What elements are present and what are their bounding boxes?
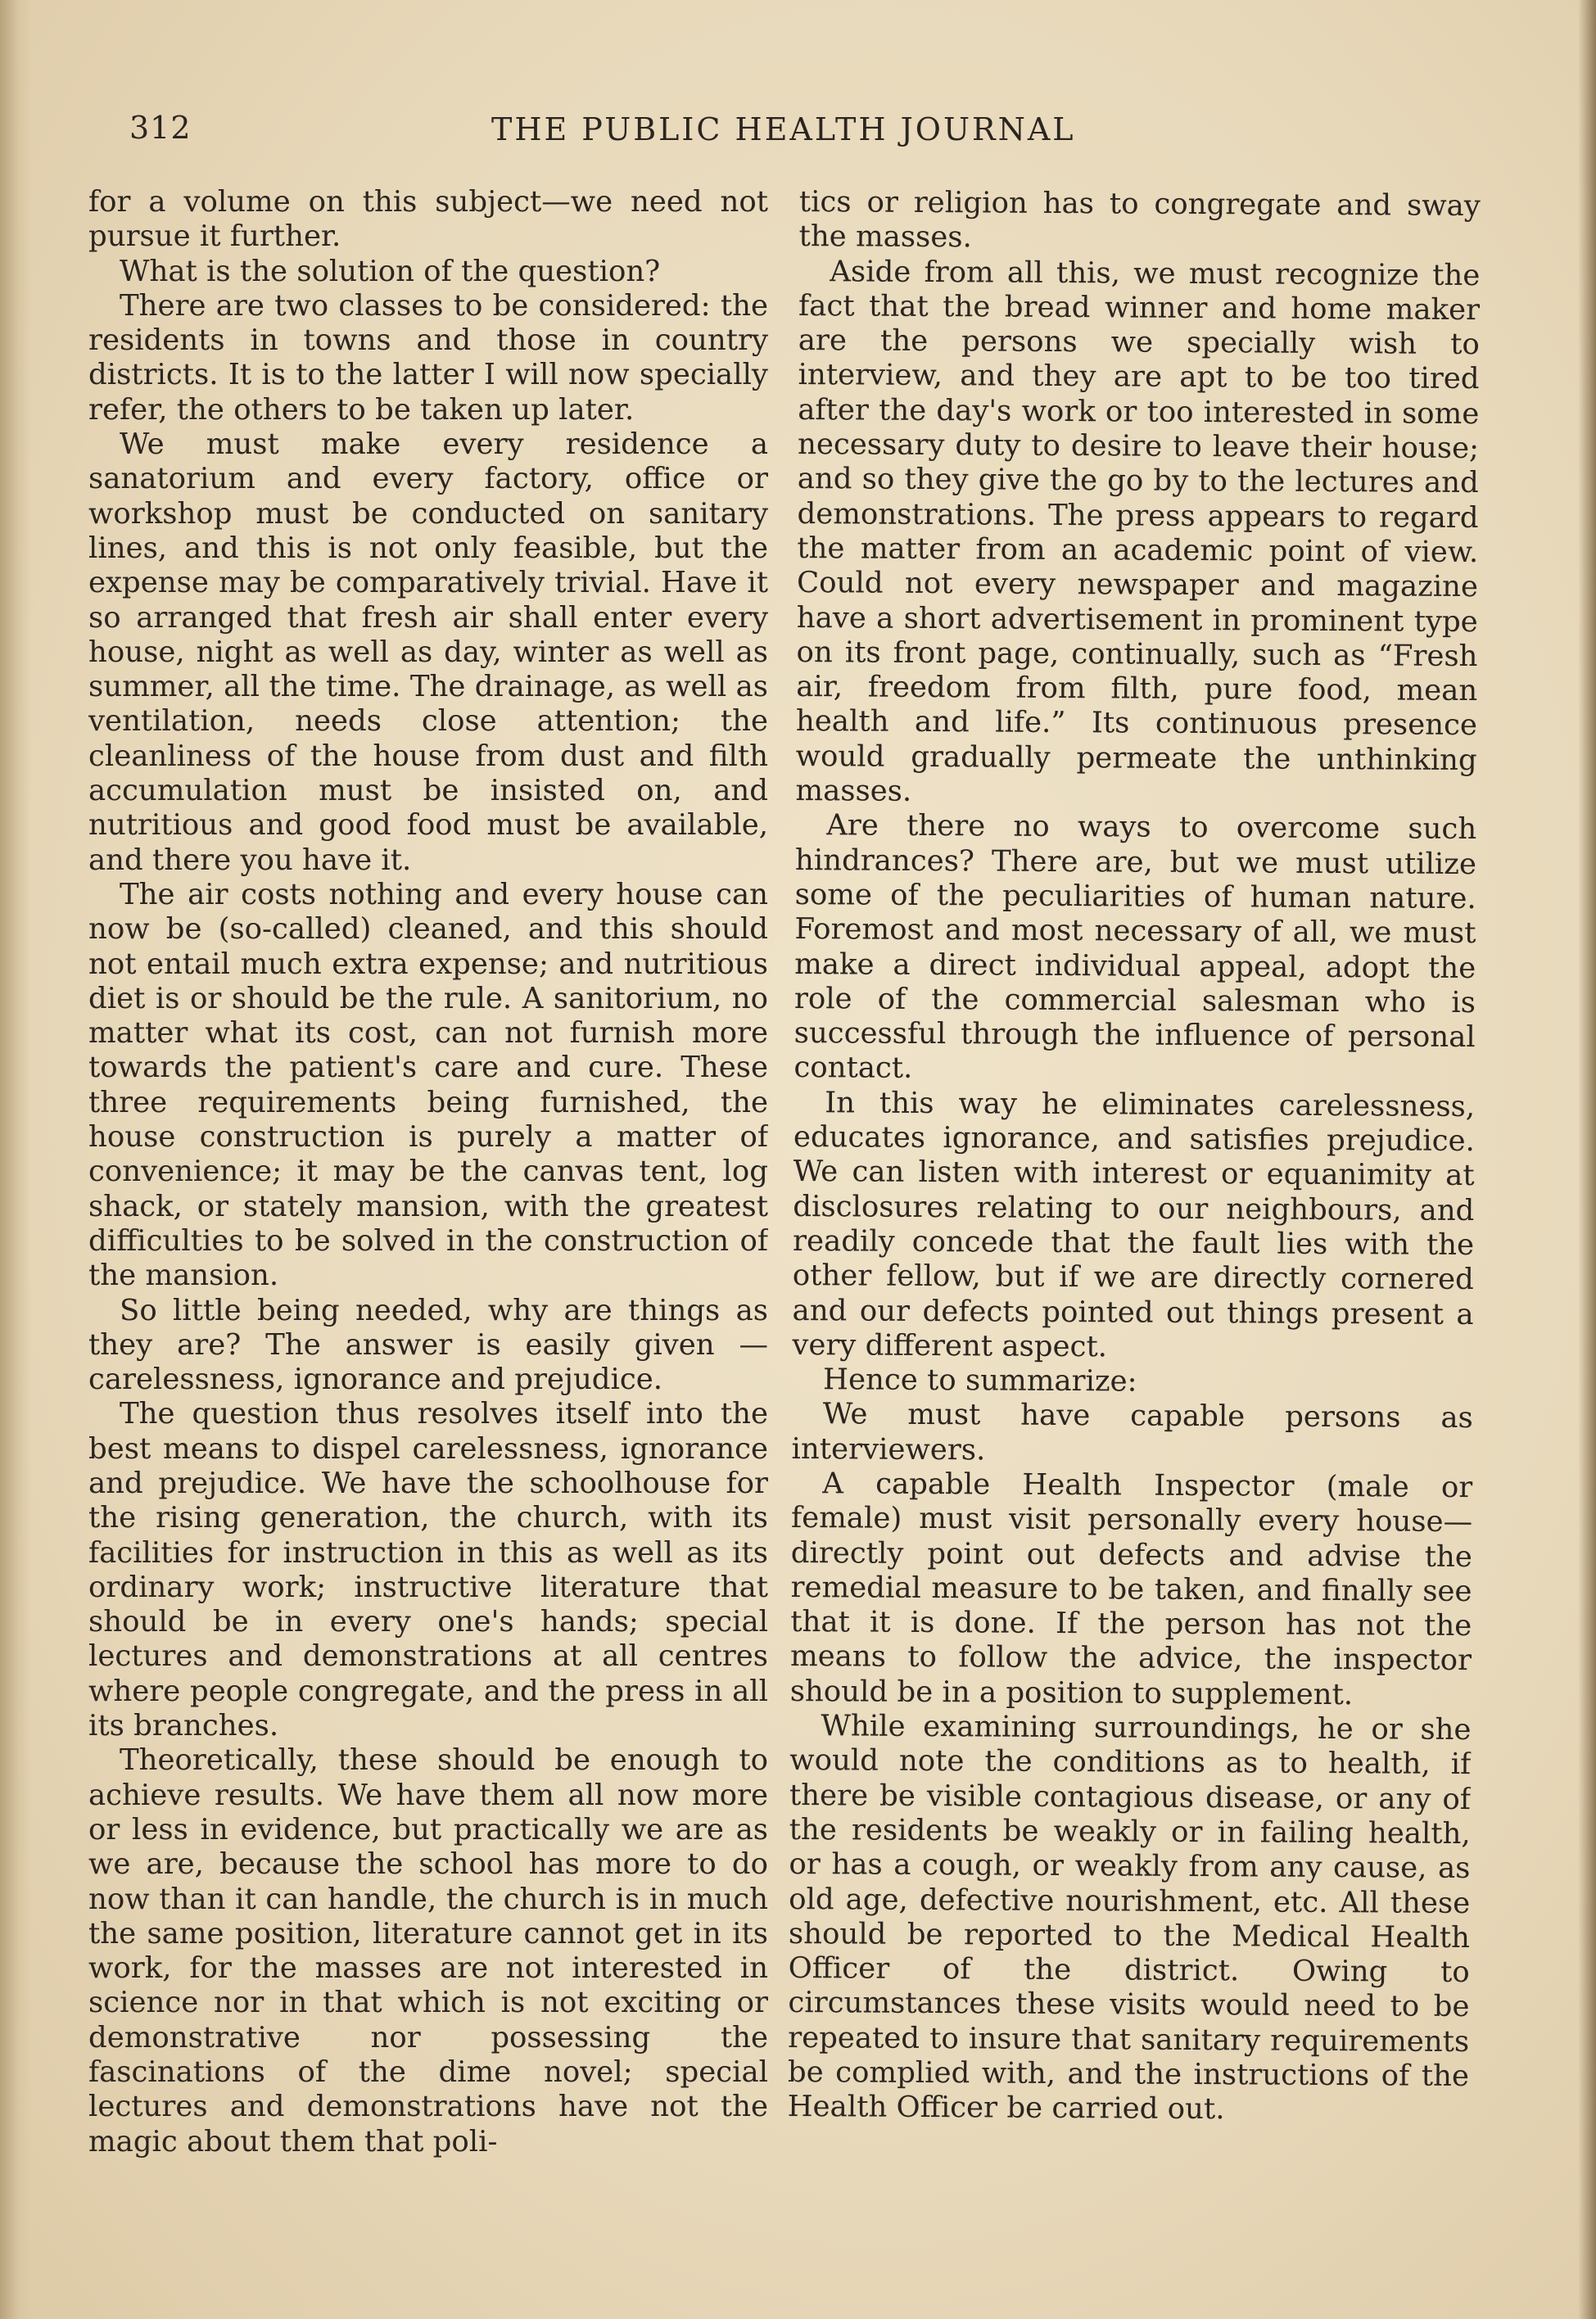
paragraph: Theoretically, these should be enough to achieve results. We have them all now more or less in evidence, but practically we are as we are, because the school has more to do now than it can handle, the church is in much the same position, literature cannot get in its work, for the masses are not interested in science nor in that which is not exciting or demonstrative nor possessing the fascinations of the dime novel; special lectures and demonstrations have not the magic about them that poli- [88, 1743, 768, 2159]
paragraph: We must make every residence a sanatorium and every factory, office or workshop must be conducted on sanitary lines, and this is not only feasible, but the expense may be comparatively trivial. Have it so arranged that fresh air shall enter every house, night as well as day, winter as well as summer, all the time. The drainage, as well as ventilation, needs close attention; the cleanliness of the house from dust and filth accumulation must be insisted on, and nutritious and good food must be available, and there you have it. [88, 427, 768, 877]
page-edge-shadow [1578, 0, 1596, 2319]
paragraph: The question thus resolves itself into the best means to dispel carelessness, ignorance and prejudice. We have the schoolhouse for the rising generation, the church, with its facilities for instruction in this as well as its ordinary work; instructive literature that should be in every one's hands; special lectures and demonstrations at all centres where people congregate, and the press in all its branches. [88, 1397, 768, 1743]
paragraph: What is the solution of the question? [120, 254, 661, 288]
paragraph: Are there no ways to overcome such hindrances? There are, but we must utilize some of the peculiarities of human nature. Foremost and most necessary of all, we must make a direct individual appeal, adopt the role of the commercial salesman who is successful through the influence of personal contact. [793, 808, 1477, 1086]
journal-title: THE PUBLIC HEALTH JOURNAL [491, 111, 1076, 147]
paragraph: We must have capable persons as interviewers. [791, 1397, 1473, 1467]
page-number: 312 [129, 110, 192, 146]
paragraph: tics or religion has to congregate and sway the masses. [798, 185, 1481, 255]
paragraph: So little being needed, why are things as they are? The answer is easily given —carelessness, ignorance and prejudice. [88, 1293, 768, 1397]
page-spine-shadow [0, 0, 31, 2319]
left-text-column [88, 185, 768, 2175]
paragraph: There are two classes to be considered: the residents in towns and those in country districts. It is to the latter I will now specially refer, the others to be taken up later. [88, 288, 768, 427]
paragraph: In this way he eliminates carelessness, educates ignorance, and satisfies prejudice. We can listen with interest or equanimity at disclosures relating to our neighbours, and readily concede that the fault lies with the other fellow, but if we are directly cornered and our defects pointed out things present a very different aspect. [792, 1085, 1476, 1364]
right-text-column [787, 185, 1481, 2179]
paragraph: Aside from all this, we must recognize the fact that the bread winner and home maker are the persons we specially wish to interview, and they are apt to be too tired after the day's work or too interested in some necessary duty to desire to leave their house; and so they give the go by to the lectures and demonstrations. The press appears to regard the matter from an academic point of view. Could not every newspaper and magazine have a short advertisement in prominent type on its front page, continually, such as “Fresh air, freedom from filth, pure food, mean health and life.” Its continuous presence would gradually permeate the unthinking masses. [795, 254, 1481, 808]
paragraph: for a volume on this subject—we need not pursue it further. [88, 185, 768, 254]
running-header [129, 106, 1112, 156]
paragraph: Hence to summarize: [822, 1363, 1137, 1399]
paragraph: The air costs nothing and every house can now be (so-called) cleaned, and this should not entail much extra expense; and nutritious diet is or should be the rule. A sanitorium, no matter what its cost, can not furnish more towards the patient's care and cure. These three requirements being furnished, the house construction is purely a matter of convenience; it may be the canvas tent, log shack, or stately mansion, with the greatest difficulties to be solved in the construction of the mansion. [88, 877, 768, 1293]
paragraph: A capable Health Inspector (male or female) must visit personally every house—directly point out defects and advise the remedial measure to be taken, and finally see that it is done. If the person has not the means to follow the advice, the inspector should be in a position to supplement. [789, 1467, 1473, 1711]
paragraph: While examining surroundings, he or she would note the conditions as to health, if there be visible contagious disease, or any of the residents be weakly or in failing health, or has a cough, or weakly from any cause, as old age, defective nourishment, etc. All these should be reported to the Medical Health Officer of the district. Owing to circumstances these visits would need to be repeated to insure that sanitary requirements be complied with, and the instructions of the Health Officer be carried out. [787, 1709, 1472, 2127]
